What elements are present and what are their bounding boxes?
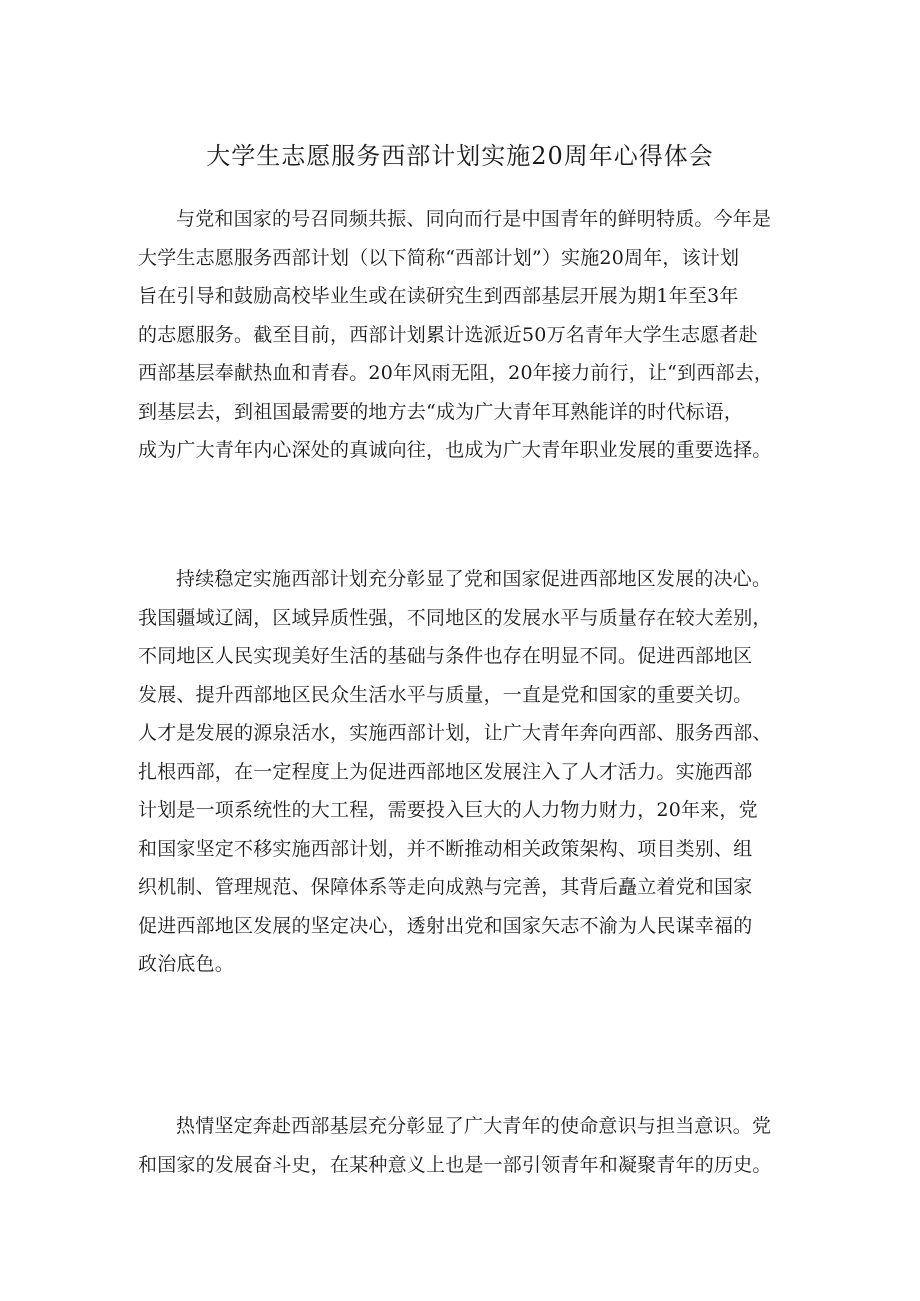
paragraph-line: 计划是一项系统性的大工程，需要投入巨大的人力物力财力，20年来，党 <box>138 799 758 821</box>
paragraph-line: 西部基层奉献热血和青春。20年风雨无阻，20年接力前行，让“到西部去， <box>138 362 774 384</box>
paragraph-line: 人才是发展的源泉活水，实施西部计划，让广大青年奔向西部、服务西部、 <box>138 722 772 744</box>
paragraph-line: 我国疆域辽阔，区域异质性强，不同地区的发展水平与质量存在较大差别， <box>138 606 772 629</box>
document-title: 大学生志愿服务西部计划实施20周年心得体会 <box>206 142 714 170</box>
paragraph-line: 和国家坚定不移实施西部计划，并不断推动相关政策架构、项目类别、组 <box>138 837 753 860</box>
paragraph-line: 政治底色。 <box>138 953 235 975</box>
paragraph-line: 的志愿服务。截至目前，西部计划累计选派近50万名青年大学生志愿者赴 <box>138 323 758 346</box>
paragraph-line: 和国家的发展奋斗史，在某种意义上也是一部引领青年和凝聚青年的历史。 <box>138 1153 772 1176</box>
paragraph-line: 到基层去，到祖国最需要的地方去“成为广大青年耳熟能详的时代标语， <box>138 400 744 423</box>
paragraph-line: 大学生志愿服务西部计划（以下简称“西部计划”）实施20周年，该计划 <box>138 246 740 269</box>
paragraph-line: 扎根西部，在一定程度上为促进西部地区发展注入了人才活力。实施西部 <box>138 760 753 783</box>
paragraph-line: 发展、提升西部地区民众生活水平与质量，一直是党和国家的重要关切。 <box>138 683 753 706</box>
paragraph-line: 促进西部地区发展的坚定决心，透射出党和国家矢志不渝为人民谋幸福的 <box>138 914 753 937</box>
paragraph-line: 不同地区人民实现美好生活的基础与条件也存在明显不同。促进西部地区 <box>138 645 753 667</box>
paragraph-line: 成为广大青年内心深处的真诚向往，也成为广大青年职业发展的重要选择。 <box>138 439 772 461</box>
paragraph-line: 织机制、管理规范、保障体系等走向成熟与完善，其背后矗立着党和国家 <box>138 876 753 898</box>
paragraph-line: 热情坚定奔赴西部基层充分彰显了广大青年的使命意识与担当意识。党 <box>176 1115 772 1137</box>
paragraph-2 <box>138 560 798 984</box>
paragraph-line: 与党和国家的号召同频共振、同向而行是中国青年的鲜明特质。今年是 <box>176 208 772 230</box>
paragraph-3 <box>138 1107 798 1184</box>
paragraph-line: 旨在引导和鼓励高校毕业生或在读研究生到西部基层开展为期1年至3年 <box>138 285 739 307</box>
paragraph-line: 持续稳定实施西部计划充分彰显了党和国家促进西部地区发展的决心。 <box>176 568 772 590</box>
paragraph-1 <box>138 200 798 470</box>
